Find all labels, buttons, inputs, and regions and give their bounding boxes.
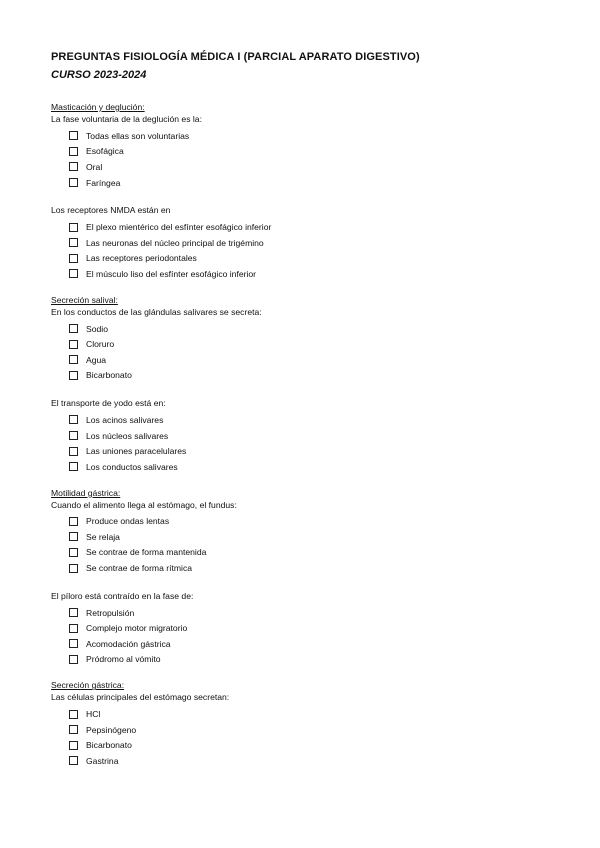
- answer-checkbox[interactable]: [69, 608, 78, 617]
- answer-checkbox[interactable]: [69, 340, 78, 349]
- section-heading: Secreción gástrica:: [51, 680, 125, 691]
- answer-option-label: Gastrina: [86, 755, 119, 766]
- answer-option-label: Las uniones paracelulares: [86, 446, 187, 457]
- answer-checkbox[interactable]: [69, 447, 78, 456]
- question-text: Cuando el alimento llega al estómago, el fundus:: [51, 499, 237, 510]
- section: [51, 488, 571, 668]
- answer-option[interactable]: [51, 144, 571, 160]
- answer-option[interactable]: [51, 219, 571, 235]
- answer-checkbox[interactable]: [69, 178, 78, 187]
- answer-option[interactable]: [51, 412, 571, 428]
- answer-checkbox[interactable]: [69, 269, 78, 278]
- answer-checkbox[interactable]: [69, 655, 78, 664]
- section: [51, 102, 571, 282]
- answer-option[interactable]: [51, 336, 571, 352]
- answer-option[interactable]: [51, 706, 571, 722]
- answer-option[interactable]: [51, 722, 571, 738]
- answer-option[interactable]: [51, 352, 571, 368]
- answer-checkbox[interactable]: [69, 517, 78, 526]
- question-text: En los conductos de las glándulas salivares se secreta:: [51, 306, 262, 317]
- answer-checkbox[interactable]: [69, 162, 78, 171]
- answer-checkbox[interactable]: [69, 624, 78, 633]
- section-heading: Motilidad gástrica:: [51, 487, 121, 498]
- section-heading: Secreción salival:: [51, 294, 118, 305]
- answer-checkbox[interactable]: [69, 131, 78, 140]
- answer-option-label: Los núcleos salivares: [86, 430, 169, 441]
- answer-option-label: Bicarbonato: [86, 370, 132, 381]
- question-text: El píloro está contraído en la fase de:: [51, 590, 194, 601]
- answer-option[interactable]: [51, 529, 571, 545]
- question-text: Las células principales del estómago secretan:: [51, 692, 230, 703]
- answer-option[interactable]: [51, 428, 571, 444]
- answer-option[interactable]: [51, 605, 571, 621]
- answer-option-label: Faríngea: [86, 177, 121, 188]
- answer-checkbox[interactable]: [69, 415, 78, 424]
- answer-checkbox[interactable]: [69, 324, 78, 333]
- answer-option-label: Se relaja: [86, 531, 120, 542]
- answer-options: [51, 321, 571, 383]
- answer-option[interactable]: [51, 545, 571, 561]
- answer-checkbox[interactable]: [69, 462, 78, 471]
- answer-checkbox[interactable]: [69, 355, 78, 364]
- document-title: PREGUNTAS FISIOLOGÍA MÉDICA I (PARCIAL APARATO DIGESTIVO): [51, 51, 420, 63]
- answer-option-label: El plexo mientérico del esfínter esofágico inferior: [86, 222, 272, 233]
- answer-option[interactable]: [51, 753, 571, 769]
- answer-option-label: Oral: [86, 161, 103, 172]
- answer-checkbox[interactable]: [69, 431, 78, 440]
- answer-option[interactable]: [51, 459, 571, 475]
- question: [51, 499, 571, 576]
- question-text: Los receptores NMDA están en: [51, 205, 171, 216]
- question: [51, 691, 571, 768]
- section: [51, 680, 571, 768]
- answer-options: [51, 706, 571, 768]
- answer-options: [51, 605, 571, 667]
- question-text: La fase voluntaria de la deglución es la:: [51, 114, 202, 124]
- question: [51, 204, 571, 281]
- answer-checkbox[interactable]: [69, 756, 78, 765]
- answer-checkbox[interactable]: [69, 548, 78, 557]
- answer-options: [51, 412, 571, 474]
- answer-checkbox[interactable]: [69, 532, 78, 541]
- answer-option-label: Pepsinógeno: [86, 724, 137, 735]
- section-heading: Masticación y deglución:: [51, 102, 145, 112]
- answer-option[interactable]: [51, 514, 571, 530]
- answer-option-label: Las receptores periodontales: [86, 253, 197, 264]
- question-text: El transporte de yodo está en:: [51, 398, 166, 409]
- answer-option[interactable]: [51, 235, 571, 251]
- answer-option[interactable]: [51, 737, 571, 753]
- answer-option-label: Esofágica: [86, 146, 124, 157]
- section: [51, 295, 571, 475]
- answer-checkbox[interactable]: [69, 741, 78, 750]
- answer-option-label: Se contrae de forma rítmica: [86, 563, 193, 574]
- answer-checkbox[interactable]: [69, 710, 78, 719]
- answer-option[interactable]: [51, 128, 571, 144]
- answer-option[interactable]: [51, 266, 571, 282]
- answer-option-label: Los conductos salivares: [86, 461, 178, 472]
- answer-checkbox[interactable]: [69, 371, 78, 380]
- answer-option-label: Los acinos salivares: [86, 414, 164, 425]
- document-subtitle: CURSO 2023-2024: [51, 69, 147, 81]
- answer-option[interactable]: [51, 321, 571, 337]
- answer-options: [51, 514, 571, 576]
- answer-options: [51, 219, 571, 281]
- answer-checkbox[interactable]: [69, 223, 78, 232]
- answer-checkbox[interactable]: [69, 254, 78, 263]
- answer-option-label: Se contrae de forma mantenida: [86, 547, 207, 558]
- answer-option[interactable]: [51, 443, 571, 459]
- answer-option[interactable]: [51, 251, 571, 267]
- answer-option-label: Produce ondas lentas: [86, 516, 170, 527]
- answer-option-label: Complejo motor migratorio: [86, 623, 188, 634]
- answer-checkbox[interactable]: [69, 238, 78, 247]
- answer-checkbox[interactable]: [69, 564, 78, 573]
- answer-options: [51, 128, 571, 190]
- answer-option[interactable]: [51, 620, 571, 636]
- answer-option-label: Cloruro: [86, 339, 115, 350]
- answer-checkbox[interactable]: [69, 639, 78, 648]
- answer-option[interactable]: [51, 652, 571, 668]
- answer-option-label: Pródromo al vómito: [86, 654, 161, 665]
- answer-option-label: Todas ellas son voluntarias: [86, 130, 190, 141]
- answer-option[interactable]: [51, 175, 571, 191]
- answer-option-label: Acomodación gástrica: [86, 638, 171, 649]
- question-list: [51, 102, 571, 769]
- question: [51, 306, 571, 383]
- question: [51, 590, 571, 667]
- answer-option-label: HCl: [86, 709, 101, 720]
- answer-checkbox[interactable]: [69, 147, 78, 156]
- answer-option-label: El músculo liso del esfínter esofágico inferior: [86, 268, 257, 279]
- answer-option-label: Sodio: [86, 323, 108, 334]
- answer-option-label: Las neuronas del núcleo principal de trigémino: [86, 237, 264, 248]
- answer-checkbox[interactable]: [69, 725, 78, 734]
- answer-option-label: Agua: [86, 354, 107, 365]
- answer-option-label: Retropulsión: [86, 607, 135, 618]
- question: [51, 113, 571, 190]
- answer-option[interactable]: [51, 560, 571, 576]
- question: [51, 397, 571, 474]
- answer-option[interactable]: [51, 636, 571, 652]
- answer-option[interactable]: [51, 368, 571, 384]
- answer-option-label: Bicarbonato: [86, 740, 132, 751]
- answer-option[interactable]: [51, 159, 571, 175]
